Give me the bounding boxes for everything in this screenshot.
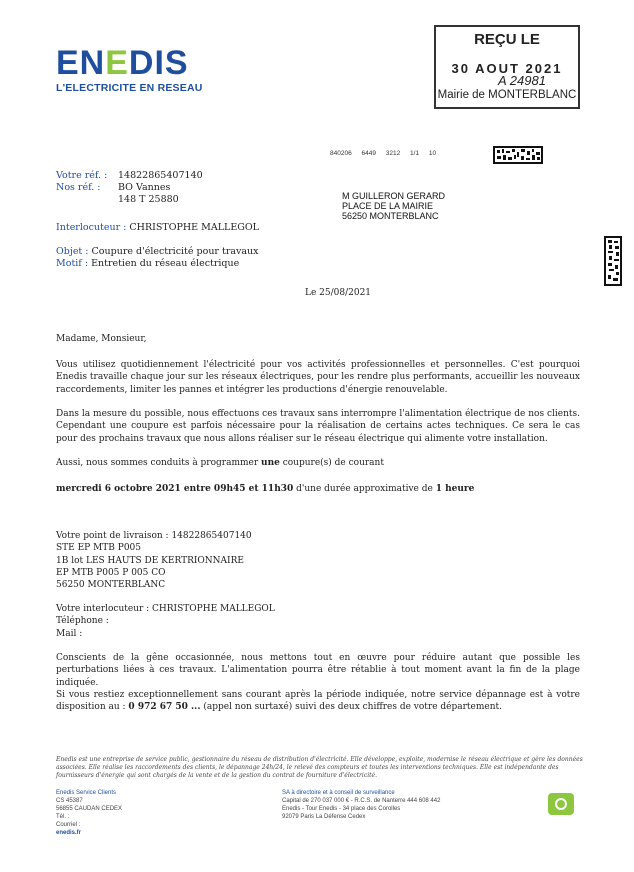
logo-tagline: L'ELECTRICITE EN RESEAU [56,82,203,94]
paragraph-1: Vous utilisez quotidiennement l'électricité pour vos activités professionnelles et personnelles. C'est pourquoi Enedis travaille chaque jour sur les réseaux électriques, pour les rendre plus performants, accueillir les nouveaux raccordements, limiter les pannes et intégrer les productions d'énergie renouvelable. [56,360,580,395]
footer-legal-text: Enedis est une entreprise de service public, gestionnaire du réseau de distribution d'électricité. Elle développe, exploite, modernise le réseau électrique et gère les données associées. Elle réalise les raccordements des clients, le dépannage 24h/24, le relevé des compteurs et toutes les interventions techniques. Elle est indépendante des fournisseurs d'énergie qui sont chargés de la vente et de la gestion du contrat de fourniture d'électricité. [56,756,583,779]
footer-company [282,789,440,821]
datamatrix-barcode-icon [493,146,543,164]
logo-word-swirl: E [105,44,129,82]
footer-right-4: 92079 Paris La Défense Cedex [282,814,366,820]
delivery-line-5: 56250 MONTERBLANC [56,580,166,591]
paragraph-3 [56,457,580,469]
tracking-number: 840206 6449 3212 1/1 10 [330,150,437,157]
contact-line-3: Mail : [56,628,83,639]
contact-block [56,603,275,640]
delivery-line-4: EP MTB P005 P 005 CO [56,567,166,578]
address-line-3: 56250 MONTERBLANC [342,211,439,221]
enedis-logo [56,44,189,83]
contact-line-2: Téléphone : [56,616,109,627]
enedis-symbol-icon [548,793,574,815]
footer-left-3: 56855 CAUDAN CEDEX [56,806,123,812]
votre-ref-value: 14822865407140 [118,170,203,181]
interlocuteur-line [56,222,259,233]
paragraph-6-c: (appel non surtaxé) suivi des deux chiffres de votre département. [200,702,502,713]
motif-value: Entretien du réseau électrique [91,258,240,269]
outage-date: mercredi 6 octobre 2021 entre 09h45 et 11h30 [56,484,294,494]
paragraph-3-b: une [261,458,280,468]
footer-right-1: SA à directoire et à conseil de surveillance [282,790,395,796]
contact-line-1: Votre interlocuteur : CHRISTOPHE MALLEGOL [56,604,275,614]
paragraph-6 [56,689,580,714]
delivery-line-2: STE EP MTB P005 [56,543,142,554]
references-block [56,170,203,206]
delivery-point-block [56,530,252,591]
footer-left-2: CS 45387 [56,798,83,804]
stamp-date: 30 AOUT 2021 [451,61,563,76]
outage-schedule [56,483,580,495]
motif-label: Motif : [56,258,89,269]
object-block [56,246,259,270]
objet-label: Objet : [56,246,89,257]
vertical-barcode-icon [604,236,622,286]
recipient-address [342,191,445,221]
logo-word-end: DIS [128,44,189,82]
logo-word-start: EN [56,44,106,82]
footer-right-3: Enedis - Tour Enedis - 34 place des Corolles [282,806,401,812]
stamp-mairie: Mairie de MONTERBLANC [437,89,577,101]
nos-ref-value: BO Vannes [118,182,171,193]
objet-value: Coupure d'électricité pour travaux [91,246,259,257]
paragraph-6-a: Si vous restiez exceptionnellement sans courant après la période indiquée, notre service dépannage est à votre disposition au : [56,690,580,713]
interlocuteur-value: CHRISTOPHE MALLEGOL [129,222,259,233]
greeting: Madame, Monsieur, [56,334,147,344]
delivery-line-1: Votre point de livraison : 14822865407140 [56,531,252,541]
paragraph-2: Dans la mesure du possible, nous effectuons ces travaux sans interrompre l'alimentation électrique de nos clients. Cependant une coupure est parfois nécessaire pour la réalisation de certains actes techniques. Ce sera le cas pour des prochains travaux que nous allons réaliser sur le réseau électrique qui alimente votre installation. [56,409,580,444]
stamp-title: REÇU LE [474,31,540,48]
footer-left-4: Tél. : [56,814,70,820]
letter-date: Le 25/08/2021 [305,288,372,298]
depannage-phone: 0 972 67 50 ... [128,702,201,713]
paragraph-3-c: coupure(s) de courant [279,458,384,468]
footer-contact [56,789,122,837]
nos-ref-value-2: 148 T 25880 [118,194,179,205]
outage-duration-text: d'une durée approximative de [293,484,436,494]
address-line-1: M GUILLERON GERARD [342,191,446,201]
stamp-ref: A 24981 [498,73,546,88]
address-line-2: PLACE DE LA MAIRIE [342,201,434,211]
reception-stamp [434,25,580,109]
footer-website: enedis.fr [56,830,82,836]
outage-duration: 1 heure [435,484,475,494]
footer-right-2: Capital de 270 037 000 € - R.C.S. de Nanterre 444 608 442 [282,798,441,804]
votre-ref-label: Votre réf. : [56,170,108,181]
paragraph-3-a: Aussi, nous sommes conduits à programmer [56,458,262,468]
paragraph-5: Conscients de la gêne occasionnée, nous mettons tout en œuvre pour réduire autant que possible les perturbations liées à ces travaux. L'alimentation pourra être rétablie à tout moment avant la fin de la plage indiquée. [56,653,580,688]
delivery-line-3: 1B lot LES HAUTS DE KERTRIONNAIRE [56,555,244,566]
interlocuteur-label: Interlocuteur : [56,222,127,233]
footer-left-1: Enedis Service Clients [56,790,117,796]
nos-ref-label: Nos réf. : [56,182,101,193]
footer-left-5: Courriel : [56,822,81,828]
